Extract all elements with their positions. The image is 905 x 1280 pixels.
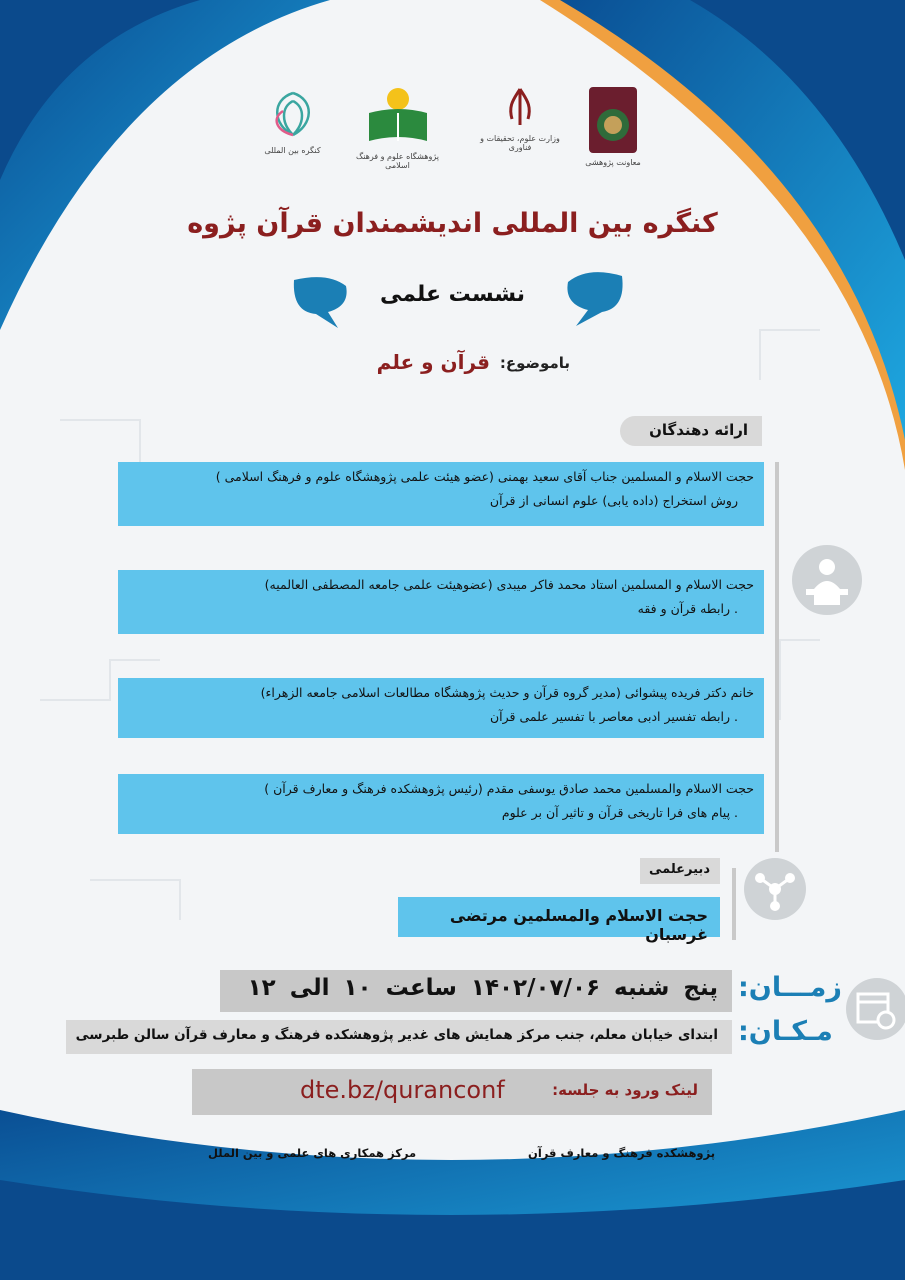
presenters-header: ارائه دهندگان	[620, 416, 762, 446]
iran-emblem-icon	[500, 85, 540, 131]
subject-label: باموضوع:	[499, 354, 570, 372]
timeline-line	[775, 462, 779, 852]
book-sun-icon	[363, 85, 433, 149]
secretary-name-box: حجت الاسلام والمسلمین مرتضی غرسبان	[398, 897, 720, 937]
quran-studies-logo: کنگره بین المللی	[255, 85, 330, 155]
congress-title: کنگره بین المللی اندیشمندان قرآن پژوه	[187, 208, 718, 239]
ministry-logo: وزارت علوم، تحقیقات و فناوری	[470, 85, 570, 153]
presenter-card: حجت الاسلام و المسلمین جناب آقای سعید بهمنی (عضو هیئت علمی پژوهشگاه علوم و فرهنگ اسلامی ) روش استخراج (داده یابی) علوم انسانی از قرآن	[118, 462, 764, 526]
speaker-icon	[792, 545, 862, 615]
muhajir-logo: معاونت پژوهشی	[578, 85, 648, 167]
presenter-card: حجت الاسلام والمسلمین محمد صادق یوسفی مقدم (رئیس پژوهشکده فرهنگ و معارف قرآن ) . پیام های فرا تاریخی قرآن و تاثیر آن بر علوم	[118, 774, 764, 834]
place-box: ابتدای خیابان معلم، جنب مرکز همایش های غدیر پژوهشکده فرهنگ و معارف قرآن سالن طبرسی	[66, 1020, 732, 1054]
subject	[360, 350, 570, 380]
secretary-line	[732, 868, 736, 940]
presenter-card: حجت الاسلام و المسلمین استاد محمد فاکر میبدی (عضوهیئت علمی جامعه المصطفی العالمیه) . رابطه قرآن و فقه	[118, 570, 764, 634]
flower-icon	[263, 85, 323, 143]
meeting-link[interactable]: dte.bz/quranconf	[300, 1076, 505, 1104]
research-institute-logo: پژوهشگاه علوم و فرهنگ اسلامی	[350, 85, 445, 171]
network-icon	[744, 858, 806, 920]
session-title: نشست علمی	[380, 282, 525, 307]
time-label: زمـــان:	[738, 972, 842, 1003]
footer-right-org: پژوهشکده فرهنگ و معارف قرآن	[528, 1146, 716, 1160]
secretary-header: دبیرعلمی	[640, 858, 720, 884]
subject-value: قرآن و علم	[376, 350, 490, 374]
footer-left-org: مرکز همکاری های علمی و بین الملل	[208, 1146, 417, 1160]
calendar-icon	[846, 978, 905, 1040]
emblem-icon	[587, 85, 639, 155]
meeting-link-box	[192, 1069, 712, 1115]
time-box: پنج شنبه ۱۴۰۲/۰۷/۰۶ ساعت ۱۰ الی ۱۲	[220, 970, 732, 1012]
link-label: لینک ورود به جلسه:	[552, 1081, 698, 1099]
presenter-card: خانم دکتر فریده پیشوائی (مدیر گروه قرآن و حدیث پژوهشگاه مطالعات اسلامی جامعه الزهراء) . رابطه تفسیر ادبی معاصر با تفسیر علمی قرآن	[118, 678, 764, 738]
place-label: مـکـان:	[738, 1016, 833, 1047]
